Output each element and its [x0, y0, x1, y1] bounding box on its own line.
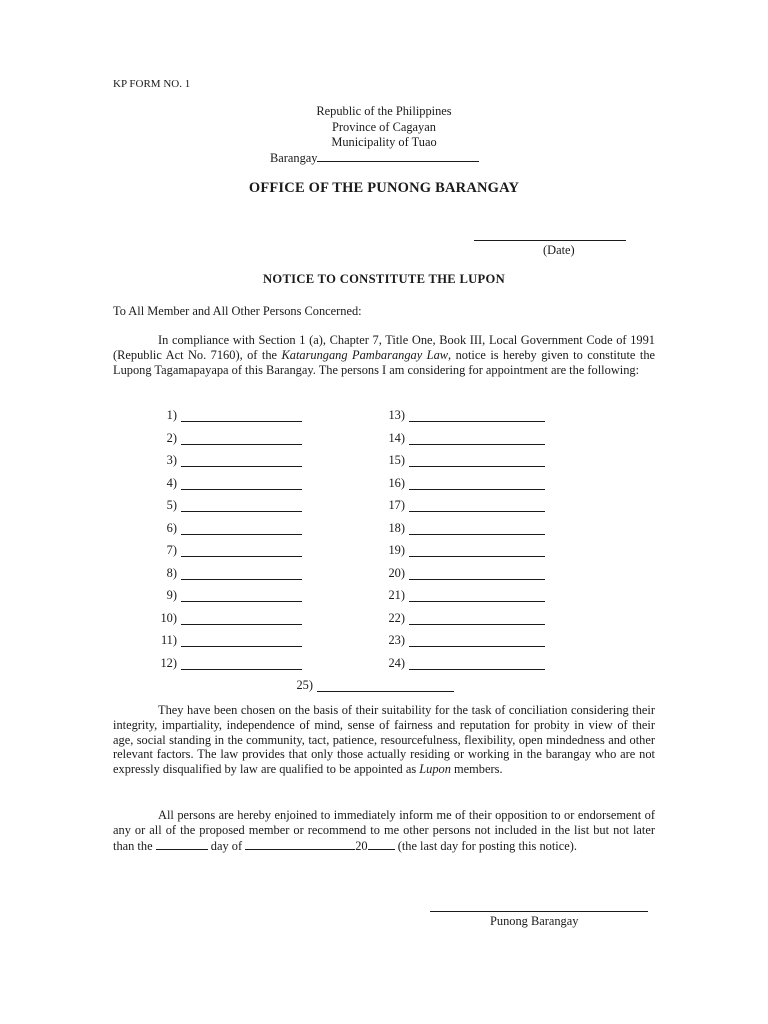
nominee-right-21-blank	[409, 601, 545, 602]
header-municipality: Municipality of Tuao	[331, 135, 437, 149]
nominee-left-4-blank	[181, 489, 302, 490]
paragraph-suitability: They have been chosen on the basis of their suitability for the task of conciliation considering their integrity, impartiality, independence of mind, sense of fairness and reputation for probity in view of their age, social standing in the community, tact, patience, resourcefulness, flexibility, open mindedness and other relevant factors. The law provides that only those actually residing or working in the barangay who are not expressly disqualified by law are qualified to be appointed as Lupon members.	[113, 703, 655, 777]
nominee-left-3-blank	[181, 466, 302, 467]
nominee-right-14-number: 14)	[388, 430, 405, 445]
nominee-left-9-number: 9)	[166, 588, 177, 602]
nominee-left-1-blank	[181, 421, 302, 422]
nominee-right-22-blank	[409, 624, 545, 625]
nominee-left-6-number: 6)	[166, 520, 177, 535]
nominee-left-1-number: 1)	[166, 408, 177, 422]
nominee-left-10-blank	[181, 624, 302, 625]
barangay-blank	[317, 150, 479, 162]
nominee-left-12-number: 12)	[160, 655, 177, 670]
header-province: Province of Cagayan	[332, 120, 436, 134]
header-republic: Republic of the Philippines	[316, 104, 452, 118]
nominee-right-22-number: 22)	[388, 610, 405, 625]
nominee-left-2-number: 2)	[166, 430, 177, 445]
nominee-right-15-number: 15)	[388, 453, 405, 467]
nominee-left-8-number: 8)	[166, 565, 177, 580]
nominee-right-21-number: 21)	[388, 588, 405, 602]
nominee-left-3-number: 3)	[166, 453, 177, 467]
form-number: KP FORM NO. 1	[113, 78, 191, 90]
nominee-right-20-blank	[409, 579, 545, 580]
nominee-left-6-blank	[181, 534, 302, 535]
nominee-right-15-blank	[409, 466, 545, 467]
nominee-right-18-number: 18)	[388, 520, 405, 535]
nominee-right-13-blank	[409, 421, 545, 422]
nominee-25-blank	[317, 691, 454, 692]
nominee-left-4-number: 4)	[166, 475, 177, 490]
nominee-right-24-number: 24)	[388, 655, 405, 670]
date-blank	[474, 240, 626, 241]
nominee-left-7-blank	[181, 556, 302, 557]
month-blank	[245, 838, 355, 850]
paragraph-opposition: All persons are hereby enjoined to immediately inform me of their opposition to or endorsement of any or all of the proposed member or recommend to me other persons not included in the list but not later than the day of 20 (the last day for posting this notice).	[113, 808, 655, 853]
nominee-left-2-blank	[181, 444, 302, 445]
signatory-label: Punong Barangay	[490, 914, 579, 928]
nominee-right-13-number: 13)	[388, 408, 405, 422]
nominee-right-23-number: 23)	[388, 633, 405, 647]
nominee-left-10-number: 10)	[160, 610, 177, 625]
date-label: (Date)	[543, 243, 575, 257]
nominee-left-9-blank	[181, 601, 302, 602]
barangay-label: Barangay	[270, 151, 318, 165]
nominee-left-5-blank	[181, 511, 302, 512]
nominee-right-17-blank	[409, 511, 545, 512]
lupon-term: Lupon	[419, 762, 451, 777]
nominee-right-23-blank	[409, 646, 545, 647]
nominee-left-7-number: 7)	[166, 543, 177, 557]
nominee-right-20-number: 20)	[388, 565, 405, 580]
nominee-right-18-blank	[409, 534, 545, 535]
nominee-right-16-blank	[409, 489, 545, 490]
nominee-left-11-blank	[181, 646, 302, 647]
salutation: To All Member and All Other Persons Concerned:	[113, 304, 362, 318]
nominee-left-8-blank	[181, 579, 302, 580]
nominee-right-24-blank	[409, 669, 545, 670]
year-blank	[368, 838, 395, 850]
nominee-right-19-blank	[409, 556, 545, 557]
barangay-field	[270, 150, 479, 166]
day-blank	[156, 838, 208, 850]
nominee-25-number: 25)	[296, 678, 313, 692]
nominee-left-5-number: 5)	[166, 498, 177, 512]
law-name: Katarungang Pambarangay Law	[281, 347, 449, 362]
nominee-right-19-number: 19)	[388, 543, 405, 557]
nominee-left-12-blank	[181, 669, 302, 670]
paragraph-compliance: In compliance with Section 1 (a), Chapter 7, Title One, Book III, Local Government Code of 1991 (Republic Act No. 7160), of the Katarungang Pambarangay Law, notice is hereby given to constitute the Lupong Tagamapayapa of this Barangay. The persons I am considering for appointment are the following:	[113, 333, 656, 377]
nominee-right-16-number: 16)	[388, 475, 405, 490]
nominee-right-17-number: 17)	[388, 498, 405, 512]
nominee-right-14-blank	[409, 444, 545, 445]
office-title: OFFICE OF THE PUNONG BARANGAY	[248, 180, 520, 196]
notice-title: NOTICE TO CONSTITUTE THE LUPON	[262, 272, 506, 286]
nominee-left-11-number: 11)	[160, 633, 177, 647]
signature-line	[430, 911, 648, 912]
